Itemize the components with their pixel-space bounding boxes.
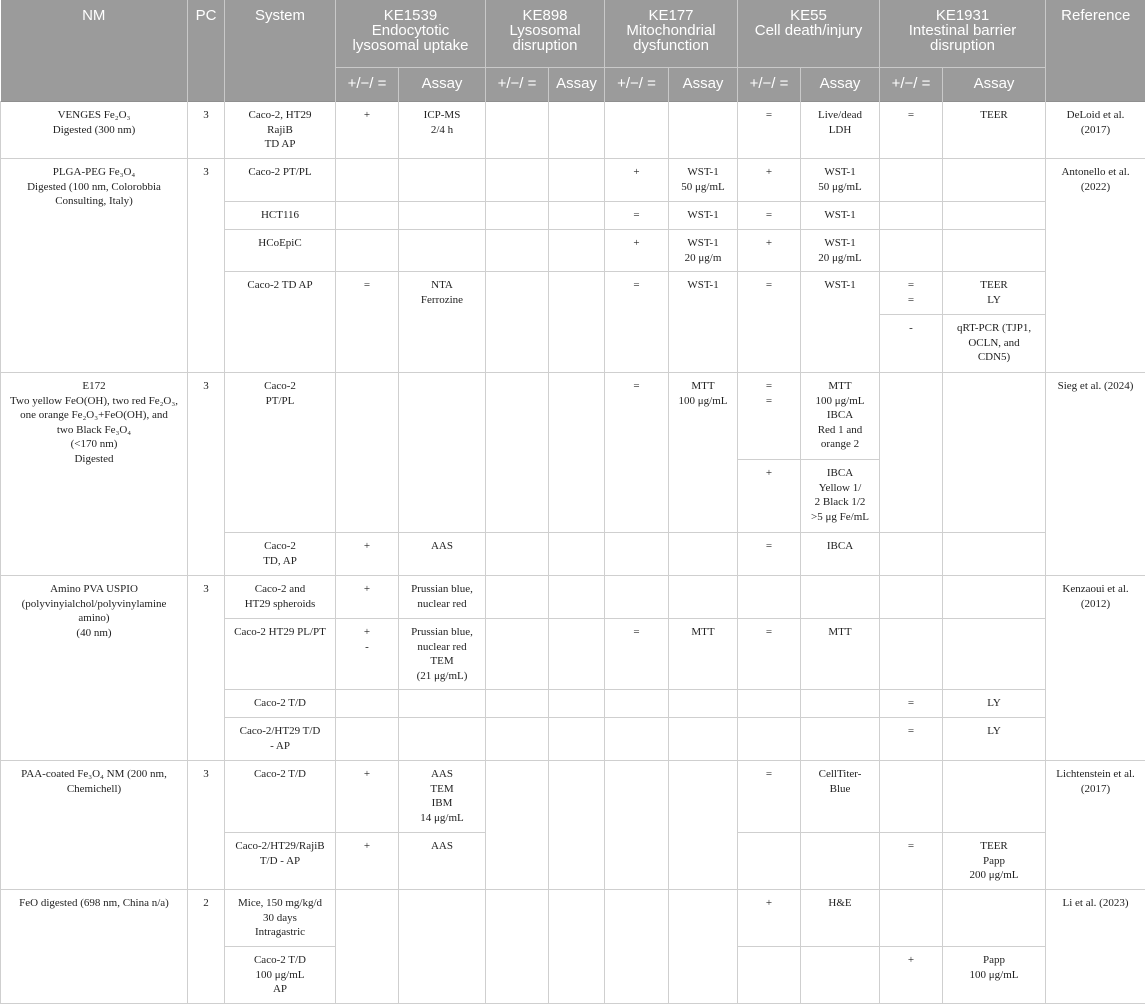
system-cell: Caco-2, HT29 RajiB TD AP [225,102,336,159]
ke55-assay-cell: CellTiter- Blue [801,761,880,833]
ke1931-sign-cell [880,373,943,533]
ke1931-sign-cell: = [880,690,943,718]
table-row [1,159,1145,202]
ke55-sign-cell: = [738,761,801,833]
system-cell: Caco-2 and HT29 spheroids [225,576,336,619]
ke177-assay-cell [669,576,738,619]
ke1539-sign-cell [336,230,399,272]
ke55-sign-cell [738,718,801,761]
pc-cell: 3 [188,102,225,159]
ke177-sign-cell: + [605,159,669,202]
pc-cell: 3 [188,761,225,890]
ke898-assay-cell [549,576,605,619]
ke1539-assay-cell [399,373,486,533]
ke177-assay-cell: MTT [669,619,738,690]
header-sign: +/−/ = [738,68,801,102]
ke1539-sign-cell [336,159,399,202]
ke1539-assay-cell [399,230,486,272]
header-sign: +/−/ = [486,68,549,102]
system-cell: Caco-2 HT29 PL/PT [225,619,336,690]
ke177-sign-cell [605,890,669,1004]
ke898-sign-cell [486,690,549,718]
ke1931-assay-cell [943,202,1046,230]
ke1539-assay-cell: AAS [399,533,486,576]
header-sign: +/−/ = [605,68,669,102]
pc-cell: 3 [188,373,225,576]
ke1931-sign-cell [880,159,943,202]
ke177-sign-cell: = [605,202,669,230]
ke1539-assay-cell [399,202,486,230]
ke1539-sign-cell [336,202,399,230]
ke1539-assay-cell [399,890,486,1004]
ke898-assay-cell [549,272,605,373]
ke1539-sign-cell [336,890,399,1004]
header-system: System [225,0,336,102]
ke177-sign-cell [605,102,669,159]
ke898-assay-cell [549,373,605,533]
ke55-sign-cell: = = [738,373,801,460]
ke1539-sign-cell [336,373,399,533]
ke898-sign-cell [486,102,549,159]
reference-cell: Kenzaoui et al. (2012) [1046,576,1145,761]
ke177-sign-cell [605,533,669,576]
ke177-assay-cell: WST-1 [669,272,738,373]
ke55-sign-cell: + [738,890,801,947]
header-sign: +/−/ = [336,68,399,102]
ke1539-assay-cell: NTA Ferrozine [399,272,486,373]
ke177-sign-cell [605,576,669,619]
ke1931-sign-cell [880,533,943,576]
system-cell: HCoEpiC [225,230,336,272]
ke55-sign-cell: = [738,533,801,576]
ke55-assay-cell: WST-1 [801,272,880,373]
ke55-assay-cell [801,576,880,619]
ke1539-sign-cell [336,718,399,761]
reference-cell: Lichtenstein et al. (2017) [1046,761,1145,890]
ke177-sign-cell: + [605,230,669,272]
ke55-sign-cell: = [738,272,801,373]
ke1539-assay-cell [399,690,486,718]
system-cell: Caco-2/HT29 T/D - AP [225,718,336,761]
pc-cell: 3 [188,159,225,373]
ke898-sign-cell [486,761,549,890]
nm-cell: PLGA-PEG Fe₃O₄ Digested (100 nm, Colorobbia Consulting, Italy) [1,159,188,373]
system-cell: Caco-2 PT/PL [225,373,336,533]
ke1539-sign-cell: + [336,533,399,576]
ke1931-assay-cell [943,230,1046,272]
header-sign: +/−/ = [880,68,943,102]
system-cell: Mice, 150 mg/kg/d 30 days Intragastric [225,890,336,947]
ke898-sign-cell [486,576,549,619]
ke1539-assay-cell: Prussian blue, nuclear red TEM (21 μg/mL) [399,619,486,690]
ke177-assay-cell [669,533,738,576]
ke1931-sign-cell: = [880,718,943,761]
ke1539-assay-cell [399,159,486,202]
ke898-sign-cell [486,533,549,576]
header-reference: Reference [1046,0,1145,102]
table-row [1,102,1145,159]
ke1931-assay-cell: qRT-PCR (TJP1, OCLN, and CDN5) [943,315,1046,373]
nm-cell: PAA-coated Fe₃O₄ NM (200 nm, Chemichell) [1,761,188,890]
ke1539-sign-cell: + - [336,619,399,690]
ke1931-sign-cell [880,619,943,690]
ke55-sign-cell: + [738,159,801,202]
header-assay: Assay [669,68,738,102]
ke898-assay-cell [549,690,605,718]
ke1931-assay-cell [943,576,1046,619]
ke1931-sign-cell: = [880,833,943,890]
reference-cell: Sieg et al. (2024) [1046,373,1145,576]
ke177-assay-cell: WST-1 20 μg/m [669,230,738,272]
ke1931-assay-cell: Papp 100 μg/mL [943,947,1046,1004]
ke55-sign-cell: + [738,230,801,272]
system-cell: Caco-2 TD AP [225,272,336,373]
ke1931-assay-cell [943,761,1046,833]
ke1931-assay-cell: LY [943,690,1046,718]
table-row [1,890,1145,947]
ke55-assay-cell: WST-1 50 μg/mL [801,159,880,202]
ke177-sign-cell: = [605,373,669,533]
header-ke1539: KE1539 Endocytotic lysosomal uptake [336,0,486,68]
ke55-sign-cell [738,576,801,619]
ke1931-sign-cell: = = [880,272,943,315]
nm-cell: VENGES Fe₂O₃ Digested (300 nm) [1,102,188,159]
system-cell: Caco-2 T/D 100 μg/mL AP [225,947,336,1004]
header-ke1931: KE1931 Intestinal barrier disruption [880,0,1046,68]
header-assay: Assay [801,68,880,102]
ke1539-sign-cell: + [336,102,399,159]
ke177-sign-cell [605,761,669,890]
system-cell: Caco-2 T/D [225,761,336,833]
ke177-sign-cell: = [605,272,669,373]
ke55-sign-cell: + [738,460,801,533]
system-cell: Caco-2/HT29/RajiB T/D - AP [225,833,336,890]
pc-cell: 3 [188,576,225,761]
ke898-sign-cell [486,619,549,690]
ke55-sign-cell [738,833,801,890]
ke1931-assay-cell [943,890,1046,947]
ke55-assay-cell: IBCA [801,533,880,576]
pc-cell: 2 [188,890,225,1004]
ke1931-assay-cell [943,159,1046,202]
ke55-sign-cell: = [738,202,801,230]
ke898-sign-cell [486,272,549,373]
header-pc: PC [188,0,225,102]
ke177-assay-cell [669,761,738,890]
ke55-assay-cell: MTT [801,619,880,690]
table-row [1,576,1145,619]
ke898-assay-cell [549,159,605,202]
ke898-sign-cell [486,373,549,533]
ke177-sign-cell: = [605,619,669,690]
ke1539-assay-cell: Prussian blue, nuclear red [399,576,486,619]
ke1931-sign-cell: = [880,102,943,159]
ke177-assay-cell [669,890,738,1004]
ke177-assay-cell: MTT 100 μg/mL [669,373,738,533]
ke55-assay-cell: IBCA Yellow 1/ 2 Black 1/2 >5 μg Fe/mL [801,460,880,533]
ke177-assay-cell [669,102,738,159]
ke1539-sign-cell: + [336,576,399,619]
nm-cell: Amino PVA USPIO (polyvinyialchol/polyvinylamine amino) (40 nm) [1,576,188,761]
ke177-assay-cell [669,718,738,761]
nm-cell: E172 Two yellow FeO(OH), two red Fe₂O₃, one orange Fe₂O₃+FeO(OH), and two Black Fe₃O₄ (<170 nm) Digested [1,373,188,576]
ke898-sign-cell [486,202,549,230]
ke55-assay-cell: H&E [801,890,880,947]
ke898-sign-cell [486,159,549,202]
ke177-assay-cell [669,690,738,718]
ke898-assay-cell [549,102,605,159]
ke177-sign-cell [605,718,669,761]
ke1931-sign-cell [880,230,943,272]
ke1539-sign-cell: + [336,761,399,833]
ke1539-sign-cell [336,690,399,718]
system-cell: Caco-2 T/D [225,690,336,718]
ke1539-sign-cell: = [336,272,399,373]
ke55-sign-cell: = [738,102,801,159]
ke1931-assay-cell: TEER [943,102,1046,159]
ke898-assay-cell [549,202,605,230]
ke55-assay-cell [801,833,880,890]
ke1539-assay-cell [399,718,486,761]
ke55-assay-cell: WST-1 20 μg/mL [801,230,880,272]
ke1931-assay-cell: LY [943,718,1046,761]
ke55-assay-cell: MTT 100 μg/mL IBCA Red 1 and orange 2 [801,373,880,460]
ke55-assay-cell: WST-1 [801,202,880,230]
ke898-sign-cell [486,890,549,1004]
ke1931-sign-cell: - [880,315,943,373]
ke177-assay-cell: WST-1 [669,202,738,230]
ke177-assay-cell: WST-1 50 μg/mL [669,159,738,202]
ke55-sign-cell: = [738,619,801,690]
header-assay: Assay [549,68,605,102]
reference-cell: Li et al. (2023) [1046,890,1145,1004]
ke55-assay-cell [801,690,880,718]
ke1539-assay-cell: AAS TEM IBM 14 μg/mL [399,761,486,833]
ke1931-assay-cell: TEER LY [943,272,1046,315]
ke55-assay-cell: Live/dead LDH [801,102,880,159]
ke55-sign-cell [738,690,801,718]
ke898-sign-cell [486,230,549,272]
header-ke898: KE898 Lysosomal disruption [486,0,605,68]
header-nm: NM [1,0,188,102]
ke55-assay-cell [801,718,880,761]
ke898-assay-cell [549,890,605,1004]
header-ke55: KE55 Cell death/injury [738,0,880,68]
reference-cell: DeLoid et al. (2017) [1046,102,1145,159]
nm-cell: FeO digested (698 nm, China n/a) [1,890,188,1004]
system-cell: Caco-2 PT/PL [225,159,336,202]
ke898-assay-cell [549,761,605,890]
ke177-sign-cell [605,690,669,718]
ke1931-assay-cell [943,533,1046,576]
system-cell: Caco-2 TD, AP [225,533,336,576]
ke898-assay-cell [549,533,605,576]
ke55-sign-cell [738,947,801,1004]
ke1931-assay-cell: TEER Papp 200 μg/mL [943,833,1046,890]
ke1931-sign-cell [880,576,943,619]
ke898-assay-cell [549,619,605,690]
table-row [1,373,1145,460]
reference-cell: Antonello et al. (2022) [1046,159,1145,373]
ke898-assay-cell [549,230,605,272]
ke1931-sign-cell [880,761,943,833]
ke1931-sign-cell: + [880,947,943,1004]
ke898-sign-cell [486,718,549,761]
ke1539-sign-cell: + [336,833,399,890]
ke55-assay-cell [801,947,880,1004]
ke1539-assay-cell: ICP-MS 2/4 h [399,102,486,159]
header-ke177: KE177 Mitochondrial dysfunction [605,0,738,68]
ke1539-assay-cell: AAS [399,833,486,890]
header-assay: Assay [399,68,486,102]
ke1931-sign-cell [880,890,943,947]
ke1931-assay-cell [943,619,1046,690]
system-cell: HCT116 [225,202,336,230]
ke1931-sign-cell [880,202,943,230]
header-assay: Assay [943,68,1046,102]
ke898-assay-cell [549,718,605,761]
table-row [1,761,1145,833]
ke1931-assay-cell [943,373,1046,533]
